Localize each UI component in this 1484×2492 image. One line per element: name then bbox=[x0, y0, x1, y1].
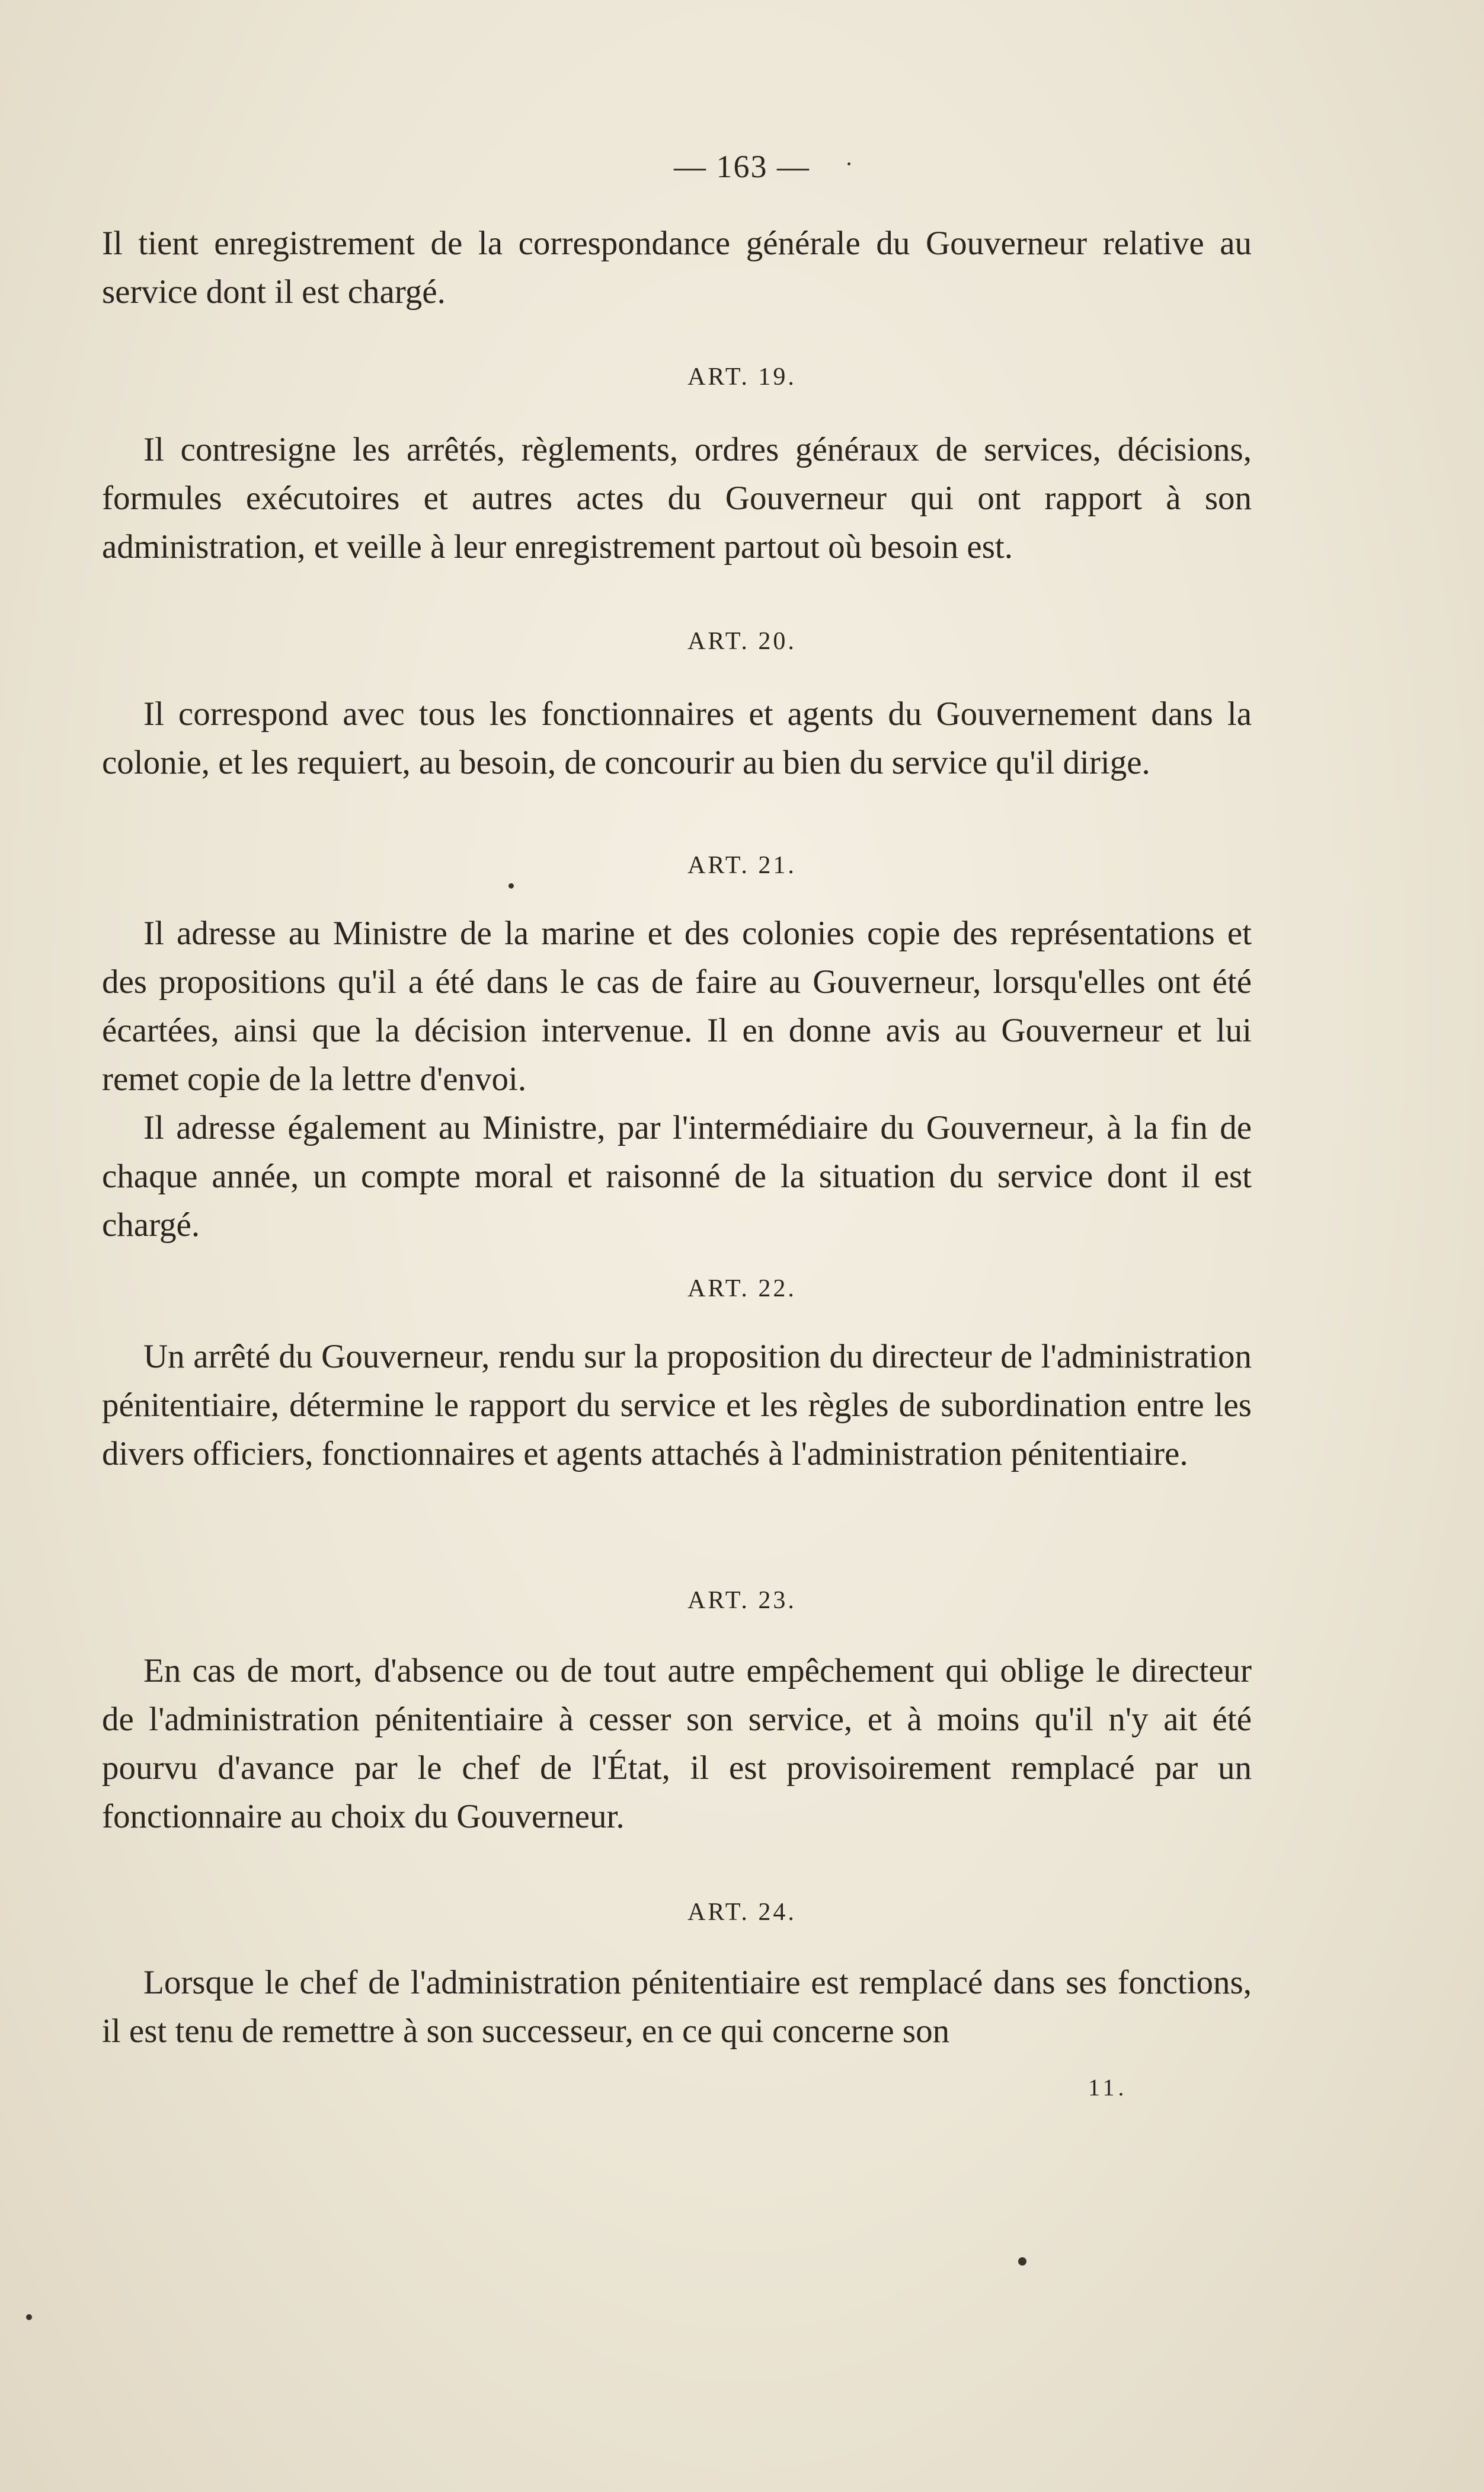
ink-speck bbox=[1018, 2257, 1026, 2266]
paragraph-text: Un arrêté du Gouverneur, rendu sur la proposition du directeur de l'administration pénitentiaire, détermine le rapport du service et les règles de subordination entre les divers officiers, fonctionnaires et agents attachés à l'administration pénitentiaire. bbox=[102, 1338, 1252, 1472]
paragraph-text: Il adresse au Ministre de la marine et des colonies copie des représentations et des propositions qu'il a été dans le cas de faire au Gouverneur, lorsqu'elles ont été écartées, ainsi que la décision intervenue. Il en donne avis au Gouverneur et lui remet copie de la lettre d'envoi. bbox=[102, 915, 1252, 1098]
ink-speck bbox=[508, 883, 514, 889]
paragraph-article-19 bbox=[102, 426, 1252, 571]
article-heading-22: ART. 22. bbox=[687, 1275, 797, 1302]
article-heading-23: ART. 23. bbox=[687, 1587, 797, 1614]
ink-speck bbox=[847, 162, 850, 165]
ink-speck bbox=[26, 2314, 32, 2320]
article-heading-20: ART. 20. bbox=[687, 628, 797, 655]
paragraph-text: Il tient enregistrement de la correspondance générale du Gouverneur relative au service dont il est chargé. bbox=[102, 225, 1252, 311]
paragraph-intro bbox=[102, 219, 1252, 317]
article-heading-24: ART. 24. bbox=[687, 1899, 797, 1926]
page-number: — 163 — bbox=[674, 149, 810, 184]
paragraph-article-21 bbox=[102, 909, 1252, 1250]
paragraph-article-24 bbox=[102, 1959, 1252, 2056]
paragraph-article-23 bbox=[102, 1647, 1252, 1841]
article-heading-19: ART. 19. bbox=[687, 363, 797, 391]
paragraph-text: Il contresigne les arrêtés, règlements, ordres généraux de services, décisions, formules exécutoires et autres actes du Gouverneur qui ont rapport à son administration, et veille à leur enregistrement partout où besoin est. bbox=[102, 431, 1252, 566]
paragraph-text: Il correspond avec tous les fonctionnaires et agents du Gouvernement dans la colonie, et les requiert, au besoin, de concourir au bien du service qu'il dirige. bbox=[102, 695, 1252, 781]
paragraph-article-20 bbox=[102, 690, 1252, 787]
article-heading-21: ART. 21. bbox=[687, 852, 797, 879]
paragraph-text: Il adresse également au Ministre, par l'intermédiaire du Gouverneur, à la fin de chaque année, un compte moral et raisonné de la situation du service dont il est chargé. bbox=[102, 1109, 1252, 1244]
paragraph-article-22 bbox=[102, 1333, 1252, 1478]
signature-mark: 11. bbox=[1088, 2074, 1128, 2101]
paragraph-text: En cas de mort, d'absence ou de tout autre empêchement qui oblige le directeur de l'administration pénitentiaire à cesser son service, et à moins qu'il n'y ait été pourvu d'avance par le chef de l'État, il est provisoirement remplacé par un fonctionnaire au choix du Gouverneur. bbox=[102, 1652, 1252, 1835]
paragraph-text: Lorsque le chef de l'administration pénitentiaire est remplacé dans ses fonctions, il est tenu de remettre à son successeur, en ce qui concerne son bbox=[102, 1964, 1252, 2050]
